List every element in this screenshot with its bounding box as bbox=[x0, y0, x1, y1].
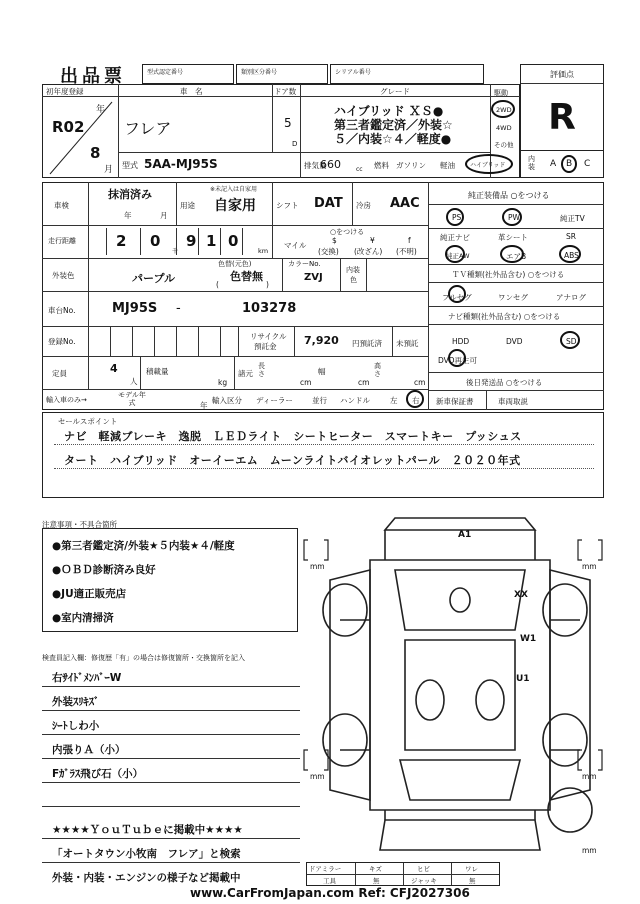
drive-4wd: 4WD bbox=[496, 124, 512, 132]
model-value: 5AA-MJ95S bbox=[144, 157, 218, 171]
dims-label: 諸元 bbox=[238, 369, 253, 378]
handle-right: 右 bbox=[412, 396, 420, 405]
header-box-kata bbox=[142, 64, 234, 84]
equip-ps: PS bbox=[452, 213, 462, 222]
navi-hdd: HDD bbox=[452, 337, 470, 346]
damage-mark-w1: W1 bbox=[520, 634, 537, 644]
equip-tv: 純正TV bbox=[560, 214, 585, 223]
equip-navi: 純正ナビ bbox=[440, 233, 470, 242]
equip-leather: 革シート bbox=[498, 233, 528, 242]
score-label: 評価点 bbox=[550, 70, 574, 79]
inspector-line-1: 右ｻｲﾄﾞﾒﾝﾊﾞｰW bbox=[52, 672, 122, 684]
inspector-line-3: ｼｰﾄしわ小 bbox=[52, 720, 100, 732]
tv-fullseg: フルセグ bbox=[442, 293, 472, 302]
score-value: R bbox=[548, 97, 576, 138]
inspector-label: 検査員記入欄：修復歴「有」の場合は修復箇所・交換箇所を記入 bbox=[42, 654, 245, 662]
interior-box bbox=[520, 150, 604, 178]
car-name-label: 車 名 bbox=[180, 87, 203, 96]
legend-header-4: ワレ bbox=[465, 865, 478, 873]
mileage-digit-2: 0 bbox=[150, 232, 161, 250]
recycle-unit: 円預託済 bbox=[352, 339, 382, 348]
grade-line-2: 第三者鑑定済／外装☆ bbox=[334, 118, 453, 132]
capacity-label: 定員 bbox=[52, 369, 67, 378]
doors-value: 5 bbox=[284, 116, 292, 130]
navi-sd: SD bbox=[566, 337, 577, 346]
interior-label: 内装 bbox=[528, 155, 535, 171]
navi-dvd: DVD bbox=[506, 337, 523, 346]
first-reg-month-unit: 月 bbox=[104, 165, 114, 175]
import-dealer: ディーラー bbox=[256, 396, 293, 405]
notes-label: 注意事項・不具合箇所 bbox=[42, 520, 117, 529]
genshoku-label: 色替(元色) bbox=[218, 260, 252, 268]
car-diagram bbox=[300, 510, 610, 860]
note-item-3: ●JU適正販売店 bbox=[52, 588, 127, 600]
genshoku-paren-l: ( bbox=[216, 280, 219, 289]
equip-pw-circle bbox=[502, 208, 522, 226]
mileage-label: 走行距離 bbox=[48, 237, 76, 245]
header-box-label: 型式認定番号 bbox=[147, 69, 184, 76]
colorno-label: カラーNo. bbox=[288, 260, 321, 268]
shaken-value: 抹消済み bbox=[108, 188, 152, 201]
legend-header-3: ヒビ bbox=[417, 865, 430, 873]
note-item-4: ●室内清掃済 bbox=[52, 612, 114, 624]
tv-analog: アナログ bbox=[556, 293, 586, 302]
chassis-number: 103278 bbox=[242, 301, 297, 316]
inspector-line-8: 「オートタウン小牧南 フレア」と検索 bbox=[52, 848, 241, 860]
legend-value-1: 工具 bbox=[323, 877, 336, 885]
shaken-month: 月 bbox=[160, 211, 168, 220]
equip-abs: ABS bbox=[564, 251, 579, 260]
mileage-opt-1-sym: $ bbox=[332, 236, 337, 245]
damage-mark-a1: A1 bbox=[458, 530, 472, 540]
model-label: 型式 bbox=[122, 161, 138, 170]
dims-height: 高さ bbox=[374, 362, 381, 378]
genshoku-paren-r: ) bbox=[266, 280, 269, 289]
recycle-value: 7,920 bbox=[304, 334, 339, 347]
note-item-2: ●ＯＢＤ診断済み良好 bbox=[52, 564, 156, 576]
navi-title: ナビ種類(社外品含む) ○をつける bbox=[448, 312, 561, 321]
fuel-hybrid: ハイブリッド bbox=[470, 162, 506, 169]
first-reg-year-unit: 年 bbox=[96, 105, 106, 115]
registration-label: 登録No. bbox=[48, 337, 76, 346]
interior-b: B bbox=[566, 159, 573, 169]
legend-table bbox=[306, 862, 500, 886]
import-heiko: 並行 bbox=[312, 396, 327, 405]
handle-right-circle bbox=[406, 390, 424, 408]
interior-c: C bbox=[584, 159, 591, 169]
displacement-value: 660 bbox=[320, 158, 341, 171]
after-title: 後日発送品 ○をつける bbox=[466, 378, 543, 387]
cool-value: AAC bbox=[390, 196, 420, 211]
note-item-1: ●第三者鑑定済/外装★５内装★４/軽度 bbox=[52, 540, 235, 552]
drive-2wd-circle bbox=[491, 100, 515, 118]
dims-length-cm: cm bbox=[300, 378, 312, 387]
equip-abs-circle bbox=[559, 245, 581, 263]
equip-sr: SR bbox=[566, 232, 576, 241]
shift-label: シフト bbox=[276, 201, 299, 210]
header-box-label: 類別区分番号 bbox=[241, 69, 278, 76]
fuel-diesel: 軽油 bbox=[440, 161, 455, 170]
handle-label: ハンドル bbox=[340, 396, 370, 405]
mileage-opt-3-sym: f bbox=[408, 236, 411, 245]
damage-mark-xx: XX bbox=[514, 590, 528, 600]
color-value: パープル bbox=[132, 272, 176, 285]
mileage-digit-1: 2 bbox=[116, 232, 127, 250]
chassis-label: 車台No. bbox=[48, 306, 76, 315]
shaken-label: 車検 bbox=[54, 201, 69, 210]
mm-rear-left: mm bbox=[310, 772, 325, 781]
mileage-opt-1-txt: (交換) bbox=[318, 247, 339, 256]
interior-a: A bbox=[550, 159, 557, 169]
header-box-serial bbox=[330, 64, 484, 84]
import-kubun-label: 輸入区分 bbox=[212, 396, 242, 405]
header-box-label: シリアル番号 bbox=[335, 69, 371, 76]
usage-note: ※未記入は自家用 bbox=[210, 186, 258, 193]
import-label: 輸入車のみ→ bbox=[46, 396, 87, 404]
watermark: www.CarFromJapan.com Ref: CFJ2027306 bbox=[186, 886, 474, 900]
dims-length: 長さ bbox=[258, 362, 265, 378]
color-label: 外装色 bbox=[52, 271, 75, 280]
mm-front-right: mm bbox=[582, 562, 597, 571]
mileage-opt-2-txt: (改ざん) bbox=[354, 247, 383, 256]
dvd-playback-circle bbox=[448, 349, 466, 367]
sales-point-line-2: タート ハイブリッド オーイーエム ムーンライトバイオレットパール ２０２０年式 bbox=[64, 454, 521, 467]
grade-line-3: ５／内装☆４／軽度● bbox=[334, 132, 452, 146]
mileage-digit-3: 9 bbox=[186, 232, 197, 250]
mileage-sen: 千 bbox=[172, 248, 179, 255]
equipment-title: 純正装備品 ○をつける bbox=[468, 191, 550, 200]
cool-label: 冷房 bbox=[356, 201, 371, 210]
fuel-hybrid-circle bbox=[465, 154, 513, 174]
inspector-line-5: Fｶﾞﾗｽ飛び石（小） bbox=[52, 768, 144, 780]
usage-value: 自家用 bbox=[214, 198, 256, 214]
usage-label: 用途 bbox=[180, 201, 195, 210]
dims-width: 幅 bbox=[318, 367, 326, 376]
mm-front-left: mm bbox=[310, 562, 325, 571]
displacement-label: 排気量 bbox=[304, 161, 327, 170]
mileage-opt-3-txt: (不明) bbox=[396, 247, 417, 256]
grade-label: グレード bbox=[380, 87, 410, 96]
equip-aw-circle bbox=[445, 245, 465, 263]
mileage-digit-4: 1 bbox=[206, 232, 217, 250]
naiso-sub: 色 bbox=[350, 276, 357, 284]
doors-sub: D bbox=[292, 140, 298, 148]
mileage-opt-2-sym: ¥ bbox=[370, 236, 375, 245]
model-year-label: モデル年式 bbox=[118, 391, 146, 407]
recycle-unpaid: 未預託 bbox=[396, 339, 419, 348]
sales-point-label: セールスポイント bbox=[58, 417, 118, 426]
dvd-playback: DVD再生可 bbox=[438, 356, 478, 365]
fuel-gasoline: ガソリン bbox=[396, 161, 426, 170]
after-manual: 車両取説 bbox=[498, 397, 528, 406]
car-name-value: フレア bbox=[124, 119, 172, 138]
import-year: 年 bbox=[200, 401, 208, 410]
after-warranty: 新車保証書 bbox=[436, 397, 474, 406]
dims-height-cm: cm bbox=[414, 378, 426, 387]
capacity-value: 4 bbox=[110, 362, 118, 375]
first-reg-label: 初年度登録 bbox=[46, 87, 84, 96]
mm-spare: mm bbox=[582, 846, 597, 855]
first-reg-month: 8 bbox=[90, 144, 101, 162]
sales-point-line-1: ナビ 軽減ブレーキ 逸脱 ＬＥＤライト シートヒーター スマートキー プッシュス bbox=[64, 430, 522, 443]
header-box-ruibetsu bbox=[236, 64, 328, 84]
door-label: ドア数 bbox=[274, 87, 297, 96]
drive-other: その他 bbox=[494, 141, 514, 149]
inspector-line-7: ★★★★ＹｏｕＴｕｂｅに掲載中★★★★ bbox=[52, 824, 243, 836]
mm-rear-right: mm bbox=[582, 772, 597, 781]
maile-label: マイル bbox=[284, 241, 307, 250]
drive-2wd: 2WD bbox=[496, 106, 512, 114]
legend-value-2: 無 bbox=[373, 877, 380, 885]
inspector-line-9: 外装・内装・エンジンの様子など掲載中 bbox=[52, 872, 241, 884]
recycle-label: リサイクル bbox=[250, 332, 287, 341]
chassis-prefix: MJ95S bbox=[112, 301, 158, 316]
equip-pw: PW bbox=[508, 213, 520, 222]
equip-aw: 純正AW bbox=[446, 252, 470, 260]
recycle-sub: 預託金 bbox=[254, 342, 277, 351]
legend-value-4: 無 bbox=[469, 877, 476, 885]
legend-header-2: キズ bbox=[369, 865, 382, 873]
drive-label: 駆動 bbox=[494, 89, 508, 97]
mileage-km: km bbox=[258, 247, 269, 255]
handle-left: 左 bbox=[390, 396, 398, 405]
naiso-label: 内装 bbox=[346, 266, 360, 274]
equip-airbag-circle bbox=[500, 245, 527, 263]
genshoku-value: 色替無 bbox=[230, 270, 263, 283]
shift-value: DAT bbox=[314, 196, 343, 211]
colorno-value: ZVJ bbox=[304, 272, 323, 283]
dims-width-cm: cm bbox=[358, 378, 370, 387]
load-kg: kg bbox=[218, 378, 228, 387]
grade-line-1: ハイブリッド ＸＳ● bbox=[334, 104, 444, 118]
page-title: 出品票 bbox=[60, 66, 126, 87]
mileage-circle-note: ○をつける bbox=[330, 228, 365, 236]
fuel-label: 燃料 bbox=[374, 161, 389, 170]
tv-fullseg-circle bbox=[448, 285, 466, 303]
navi-sd-circle bbox=[560, 331, 580, 349]
tv-title: ＴＶ種類(社外品含む) ○をつける bbox=[452, 270, 565, 279]
chassis-dash: - bbox=[176, 301, 181, 316]
damage-mark-u1: U1 bbox=[516, 674, 530, 684]
legend-header-1: ドアミラー bbox=[309, 865, 342, 873]
capacity-unit: 人 bbox=[130, 377, 138, 386]
equip-ps-circle bbox=[446, 208, 464, 226]
first-reg-year: R02 bbox=[52, 118, 85, 136]
legend-value-3: ジャッキ bbox=[411, 877, 437, 885]
load-label: 積載量 bbox=[146, 367, 169, 376]
cc-unit: cc bbox=[356, 166, 363, 173]
inspector-line-4: 内張りＡ（小） bbox=[52, 744, 126, 756]
equip-airbag: エアB bbox=[506, 252, 527, 261]
shaken-year: 年 bbox=[124, 211, 132, 220]
inspector-line-2: 外装ｽﾘｷｽﾞ bbox=[52, 696, 100, 708]
tv-oneseg: ワンセグ bbox=[498, 293, 528, 302]
mileage-digit-5: 0 bbox=[228, 232, 239, 250]
